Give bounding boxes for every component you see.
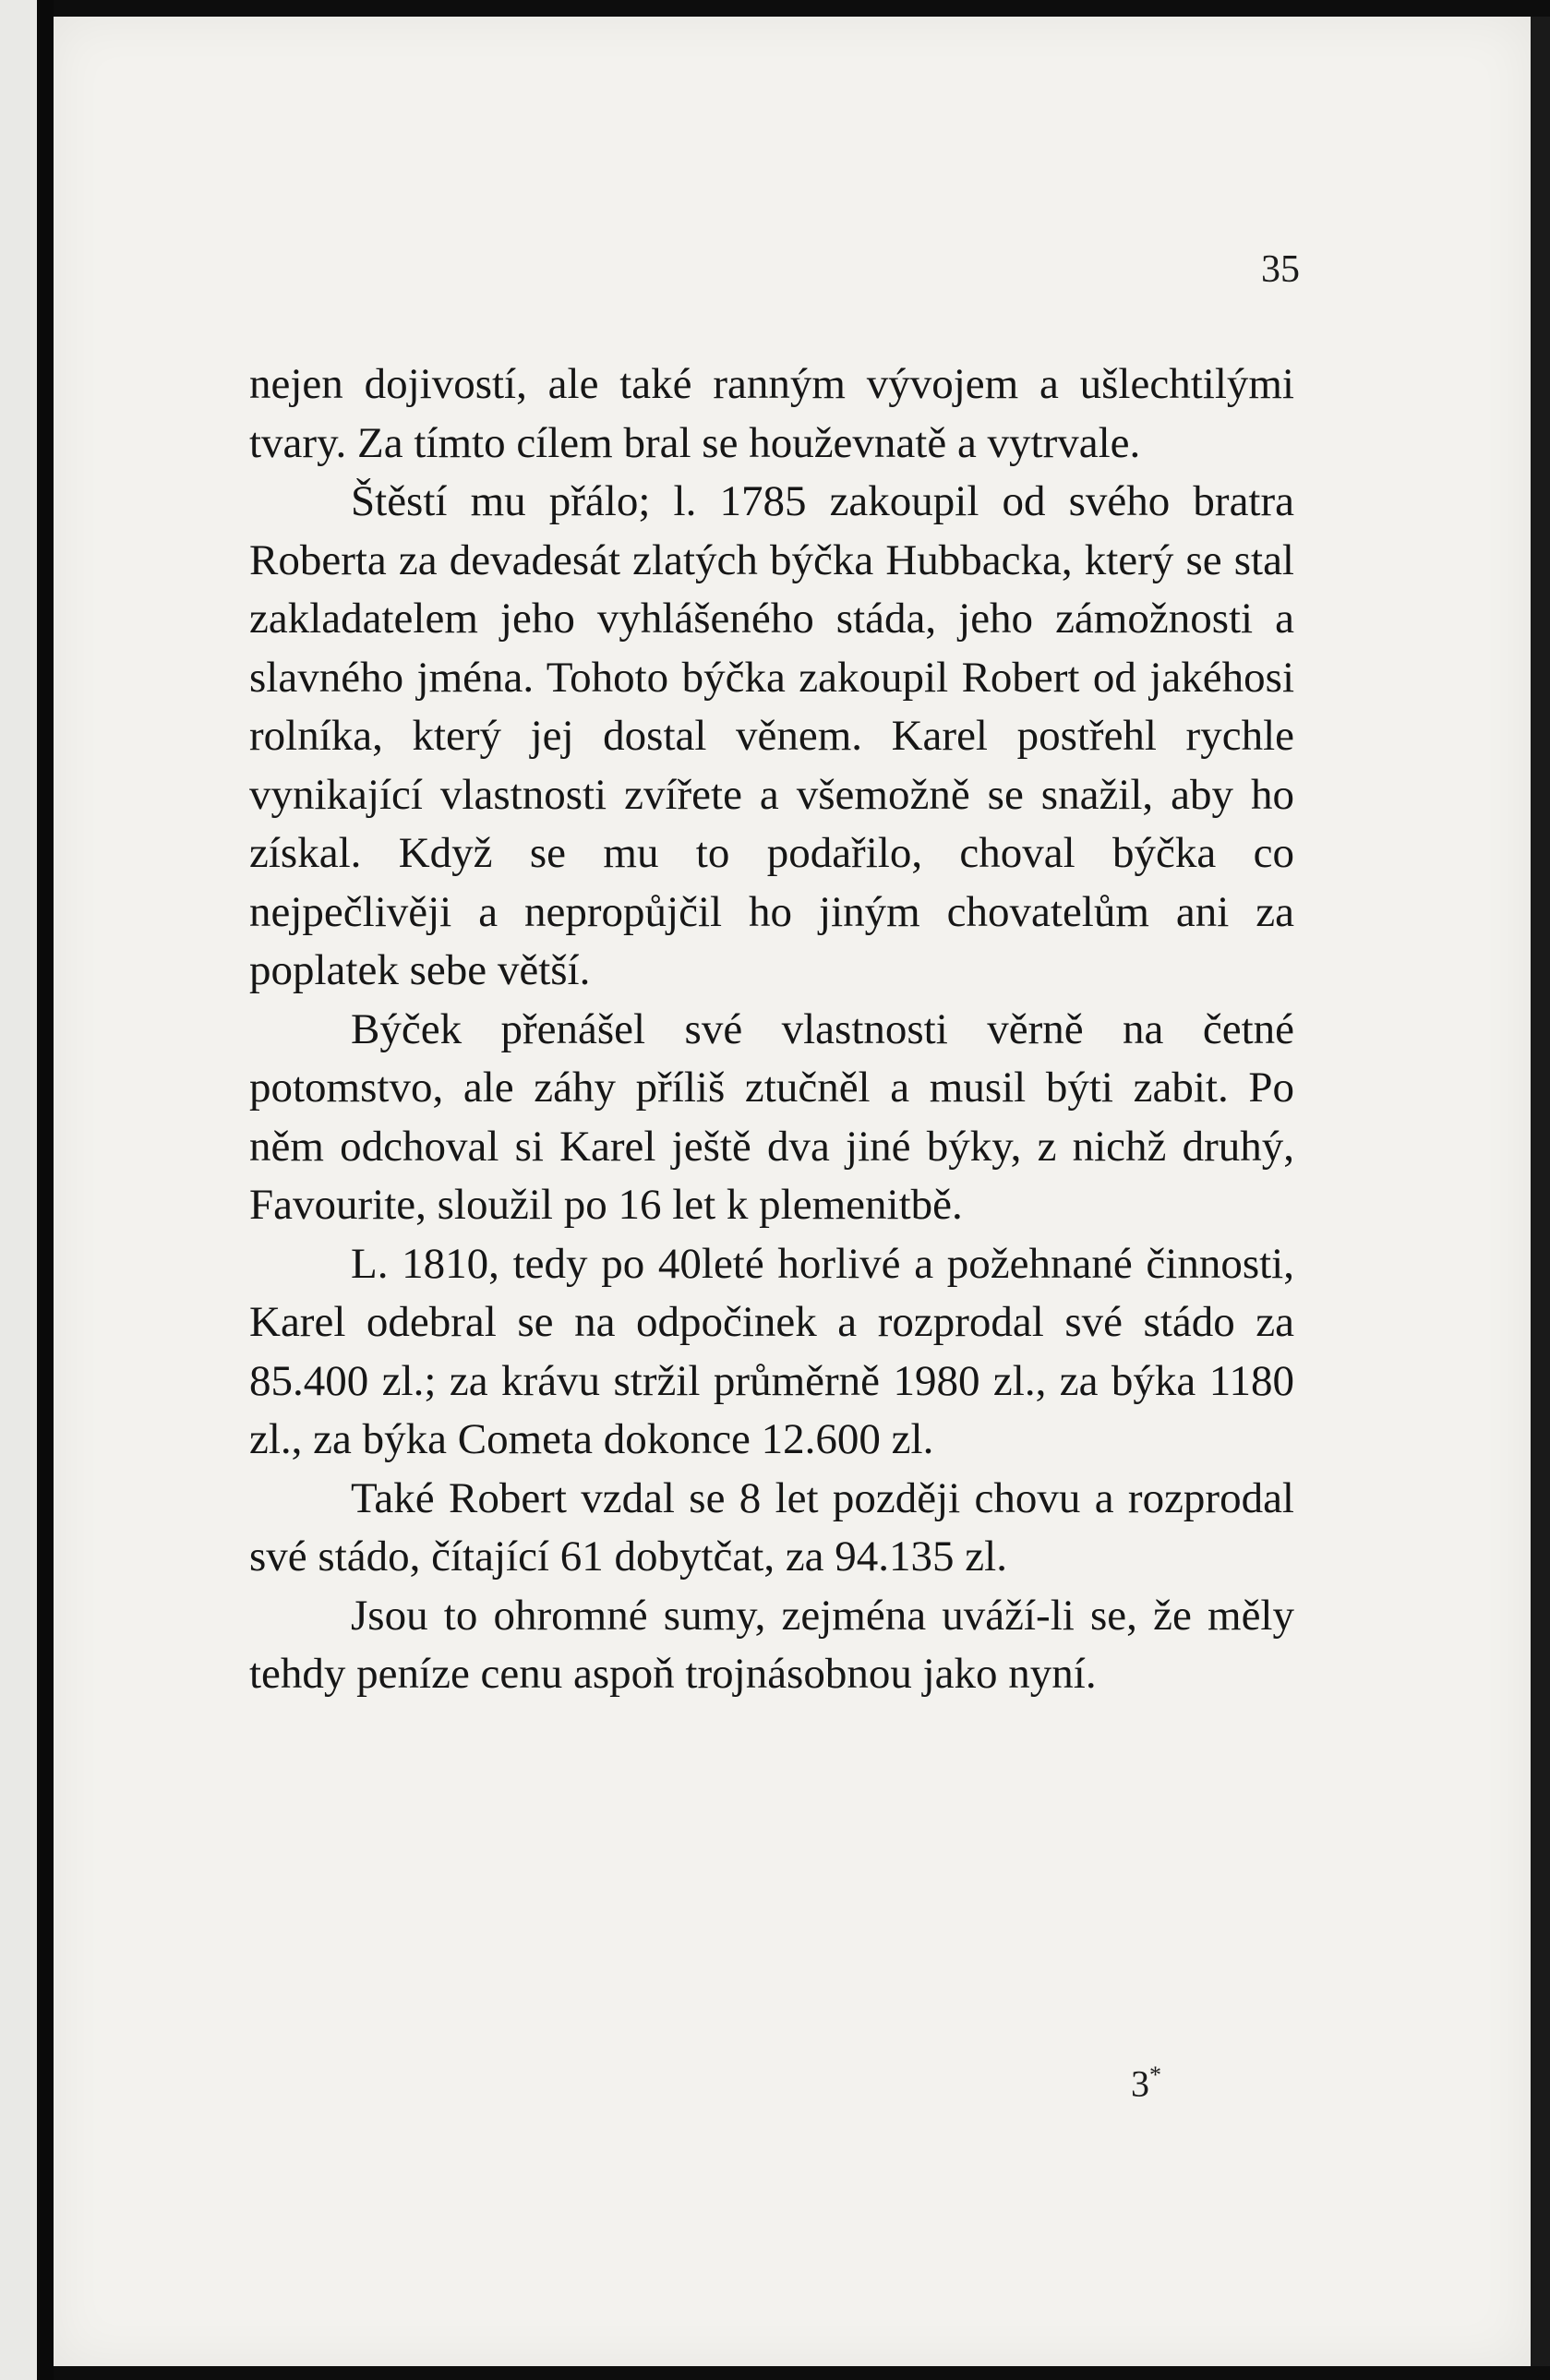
- paragraph: Jsou to ohromné sumy, zejména uváží-li se, že měly tehdy peníze cenu aspoň trojnásobnou jako nyní.: [249, 1591, 1294, 1698]
- signature-star: *: [1149, 2061, 1161, 2088]
- paragraph: Býček přenášel své vlastnosti věrně na četné potomstvo, ale záhy příliš ztučněl a musil býti zabit. Po něm odchoval si Karel ještě dva jiné býky, z nichž druhý, Favourite, sloužil po 16 let k plemenitbě.: [249, 1004, 1294, 1229]
- paragraph: Také Robert vzdal se 8 let později chovu a rozprodal své stádo, čítající 61 dobytčat, za 94.135 zl.: [249, 1473, 1294, 1581]
- signature-number: 3: [1131, 2062, 1149, 2105]
- body-text: [249, 355, 1294, 1704]
- book-spine-shadow: [37, 0, 54, 2380]
- right-scan-edge: [1531, 17, 1550, 2366]
- page-number: 35: [1261, 248, 1300, 291]
- paragraph: L. 1810, tedy po 40leté horlivé a požehnané činnosti, Karel odebral se na odpočinek a rozprodal své stádo za 85.400 zl.; za krávu stržil průměrně 1980 zl., za býka 1180 zl., za býka Cometa dokonce 12.600 zl.: [249, 1239, 1294, 1463]
- left-scan-margin: [0, 0, 37, 2380]
- paragraph: Štěstí mu přálo; l. 1785 zakoupil od svého bratra Roberta za devadesát zlatých býčka Hubbacka, který se stal zakladatelem jeho vyhlášeného stáda, jeho zámožnosti a slavného jména. Tohoto býčka zakoupil Robert od jakéhosi rolníka, který jej dostal věnem. Karel postřehl rychle vynikající vlastnosti zvířete a všemožně se snažil, aby ho získal. Když se mu to podařilo, choval býčka co nejpečlivěji a nepropůjčil ho jiným chovatelům ani za poplatek sebe větší.: [249, 477, 1294, 994]
- paragraph: nejen dojivostí, ale také ranným vývojem a ušlechtilými tvary. Za tímto cílem bral se houževnatě a vytrvale.: [249, 360, 1294, 467]
- printer-signature-mark: [1131, 2061, 1161, 2105]
